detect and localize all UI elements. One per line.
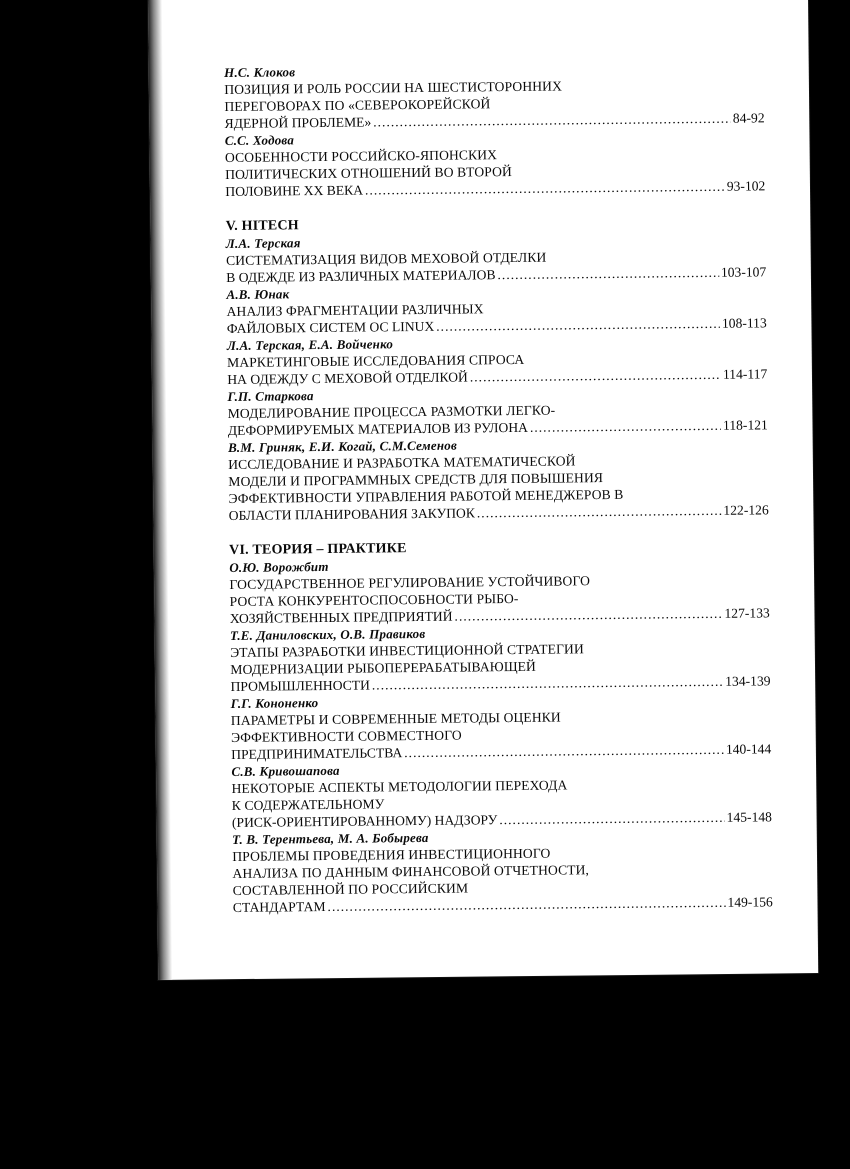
entry-title-line: НЕКОТОРЫЕ АСПЕКТЫ МЕТОДОЛОГИИ ПЕРЕХОДА: [231, 777, 568, 796]
entry-title-line: ПОЛОВИНЕ XX ВЕКА: [225, 182, 364, 199]
entry-title-line: ПОЗИЦИЯ И РОЛЬ РОССИИ НА ШЕСТИСТОРОННИХ: [224, 78, 563, 97]
page-range: 84-92: [732, 110, 765, 126]
page-range: 114-117: [722, 366, 768, 382]
toc-entry: [227, 382, 768, 439]
entry-author: В.М. Гриняк, Е.И. Когай, С.М.Семенов: [227, 437, 458, 455]
entry-title-line: К СОДЕРЖАТЕЛЬНОМУ: [231, 796, 385, 813]
entry-title-line: АНАЛИЗ ФРАГМЕНТАЦИИ РАЗЛИЧНЫХ: [226, 301, 484, 319]
dot-leader: [530, 417, 721, 436]
dot-leader: [404, 741, 724, 761]
toc-entry: [229, 553, 770, 627]
page-range: 122-126: [723, 502, 769, 518]
toc-entry: [231, 757, 772, 831]
entry-title-line: МОДЕРНИЗАЦИИ РЫБОПЕРЕРАБАТЫВАЮЩЕЙ: [230, 658, 536, 677]
page-range: 127-133: [724, 605, 770, 621]
entry-title-line: ПРОБЛЕМЫ ПРОВЕДЕНИЯ ИНВЕСТИЦИОННОГО: [232, 845, 551, 864]
page-range: 103-107: [720, 264, 767, 280]
entry-title-line: ОСОБЕННОСТИ РОССИЙСКО-ЯПОНСКИХ: [224, 147, 498, 165]
entry-title-line: МОДЕЛИРОВАНИЕ ПРОЦЕССА РАЗМОТКИ ЛЕГКО-: [227, 402, 556, 421]
dot-leader: [477, 502, 722, 522]
entry-title-line: РОСТА КОНКУРЕНТОСПОСОБНОСТИ РЫБО-: [229, 590, 519, 609]
entry-title-line: ПРЕДПРИНИМАТЕЛЬСТВА: [231, 745, 403, 762]
toc-entry: [226, 280, 767, 337]
entry-title-line: ОБЛАСТИ ПЛАНИРОВАНИЯ ЗАКУПОК: [228, 505, 475, 523]
entry-title-line: ГОСУДАРСТВЕННОЕ РЕГУЛИРОВАНИЕ УСТОЙЧИВОГО: [229, 573, 591, 592]
entry-title-line: ЯДЕРНОЙ ПРОБЛЕМЕ»: [224, 114, 372, 131]
toc-entry: [228, 433, 769, 524]
entry-title-line: СИСТЕМАТИЗАЦИЯ ВИДОВ МЕХОВОЙ ОТДЕЛКИ: [225, 249, 547, 268]
table-of-contents: [224, 58, 773, 934]
entry-title-line: ИССЛЕДОВАНИЕ И РАЗРАБОТКА МАТЕМАТИЧЕСКОЙ: [228, 453, 576, 472]
toc-entry: [230, 621, 771, 695]
toc-entry: [225, 126, 766, 200]
entry-title-line: ЭФФЕКТИВНОСТИ СОВМЕСТНОГО: [230, 727, 462, 745]
entry-author: С.В. Кривошапова: [231, 762, 340, 779]
entry-author: Г.Г. Кононенко: [230, 695, 319, 711]
entry-title-line: В ОДЕЖДЕ ИЗ РАЗЛИЧНЫХ МАТЕРИАЛОВ: [226, 267, 496, 285]
dot-leader: [436, 315, 720, 335]
dot-leader: [454, 605, 722, 625]
entry-author: Н.С. Клоков: [224, 64, 296, 80]
entry-title-line: ПОЛИТИЧЕСКИХ ОТНОШЕНИЙ ВО ВТОРОЙ: [225, 163, 512, 182]
entry-title-line: МАРКЕТИНГОВЫЕ ИССЛЕДОВАНИЯ СПРОСА: [227, 351, 525, 370]
toc-section: [226, 212, 769, 524]
toc-entry: [224, 58, 765, 132]
entry-title-line: ДЕФОРМИРУЕМЫХ МАТЕРИАЛОВ ИЗ РУЛОНА: [227, 419, 528, 438]
page-range: 118-121: [722, 417, 768, 433]
page-range: 145-148: [726, 809, 772, 825]
section-title: VI. ТЕОРИЯ – ПРАКТИКЕ: [229, 541, 407, 558]
entry-title-line: ПЕРЕГОВОРАХ ПО «СЕВЕРОКОРЕЙСКОЙ: [224, 96, 491, 114]
dot-leader: [327, 894, 725, 915]
entry-author: Г.П. Старкова: [227, 388, 314, 404]
entry-author: О.Ю. Ворожбит: [229, 558, 329, 575]
toc-section: [229, 536, 773, 916]
entry-title-line: АНАЛИЗА ПО ДАННЫМ ФИНАНСОВОЙ ОТЧЕТНОСТИ,: [232, 862, 590, 881]
entry-title-line: ПАРАМЕТРЫ И СОВРЕМЕННЫЕ МЕТОДЫ ОЦЕНКИ: [230, 709, 561, 728]
entry-author: А.В. Юнак: [226, 286, 290, 302]
toc-entry: [226, 229, 767, 286]
dot-leader: [470, 366, 721, 386]
entry-title-line: НА ОДЕЖДУ С МЕХОВОЙ ОТДЕЛКОЙ: [227, 369, 468, 387]
entry-author: Л.А. Терская, Е.А. Войченко: [226, 336, 394, 353]
entry-title-line: СОСТАВЛЕННОЙ ПО РОССИЙСКИМ: [232, 880, 469, 898]
toc-entry: [231, 689, 772, 763]
page-range: 149-156: [727, 894, 773, 910]
entry-author: Т.Е. Даниловских, О.В. Правиков: [229, 625, 426, 643]
entry-title-line: (РИСК-ОРИЕНТИРОВАННОМУ) НАДЗОРУ: [231, 812, 498, 830]
entry-author: С.С. Ходова: [224, 132, 295, 148]
toc-section: [224, 58, 765, 200]
entry-title-line: МОДЕЛИ И ПРОГРАММНЫХ СРЕДСТВ ДЛЯ ПОВЫШЕНИЯ: [228, 470, 604, 489]
entry-title-line: ФАЙЛОВЫХ СИСТЕМ ОС LINUX: [226, 318, 435, 336]
entry-title-line: СТАНДАРТАМ: [232, 898, 326, 915]
dot-leader: [365, 178, 725, 199]
dot-leader: [497, 264, 719, 283]
section-title: V. HITECH: [225, 218, 299, 234]
toc-entry: [227, 331, 768, 388]
page-range: 108-113: [721, 315, 767, 331]
entry-title-line: ПРОМЫШЛЕННОСТИ: [230, 677, 370, 694]
page-range: 134-139: [725, 673, 771, 689]
entry-title-line: ЭТАПЫ РАЗРАБОТКИ ИНВЕСТИЦИОННОЙ СТРАТЕГИИ: [230, 641, 584, 660]
entry-title-line: ХОЗЯЙСТВЕННЫХ ПРЕДПРИЯТИЙ: [229, 608, 453, 626]
entry-title-line: ЭФФЕКТИВНОСТИ УПРАВЛЕНИЯ РАБОТОЙ МЕНЕДЖЕРОВ В: [228, 486, 624, 506]
dot-leader: [499, 809, 724, 828]
toc-entry: [232, 825, 773, 916]
entry-author: Л.А. Терская: [225, 235, 301, 251]
entry-author: Т. В. Терентьева, М. А. Бобырева: [232, 829, 429, 847]
page-range: 93-102: [726, 178, 766, 194]
page-range: 140-144: [725, 741, 772, 757]
